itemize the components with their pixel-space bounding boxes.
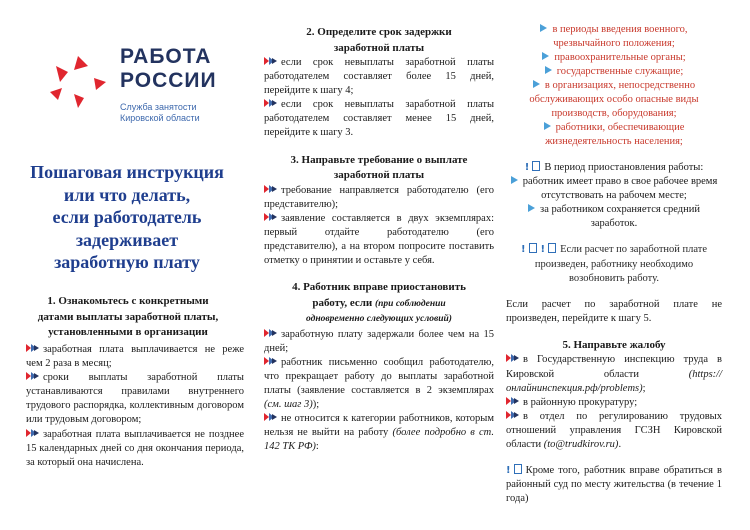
step4-title-bold: работу, если — [312, 296, 373, 309]
list-item — [506, 353, 722, 395]
list-item-text: заработная плата выплачивается не позднее 15 календарных дней со дня окончания периода, за который она начислена. — [26, 428, 244, 468]
main-title-line: если работодатель — [52, 207, 202, 227]
exception-text: правоохранительные органы; — [554, 52, 686, 63]
double-arrow-icon — [506, 354, 519, 362]
logo — [44, 42, 254, 132]
logo-subtitle-line2: Кировской области — [120, 113, 200, 123]
list-item — [506, 396, 722, 410]
triangle-bullet-icon — [542, 52, 549, 60]
logo-subtitle-line1: Служба занятости — [120, 102, 197, 112]
logo-title-line2: РОССИИ — [120, 69, 217, 92]
square-icon — [532, 161, 540, 171]
triangle-bullet-icon — [545, 66, 552, 74]
exception-text: государственные служащие; — [556, 66, 684, 77]
logo-star-icon — [44, 42, 114, 122]
square-icon — [548, 243, 556, 253]
list-item — [506, 410, 722, 452]
exception-item — [506, 65, 722, 79]
step1-list — [26, 343, 244, 470]
list-item-italic: (https://онлайнинспекция.рф/problems) — [506, 368, 722, 394]
exclamation-icon: ! — [520, 244, 526, 256]
column-left — [0, 0, 256, 530]
list-item — [26, 371, 244, 427]
exclamation-icon: ! — [540, 244, 546, 256]
step5-title: 5. Направьте жалобу — [562, 338, 666, 351]
suspension-intro-text: В период приостановления работы: — [544, 162, 704, 173]
main-title-line: заработную плату — [54, 252, 200, 272]
list-item-text: если срок невыплаты заработной платы работодателем составляет менее 15 дней, перейдите к шагу 3. — [264, 99, 494, 139]
step4-title-italic: (при соблюдении — [374, 298, 446, 309]
list-item-text: в Государственную инспекцию труда в Кировской области — [506, 354, 722, 380]
exception-text: в периоды введения военного, чрезвычайного положения; — [552, 24, 688, 49]
main-title — [18, 161, 236, 274]
double-arrow-icon — [264, 213, 277, 221]
step2-list — [264, 56, 494, 141]
exception-item — [506, 121, 722, 149]
suspension-block — [506, 161, 722, 231]
step3-list — [264, 184, 494, 269]
list-item — [264, 56, 494, 98]
list-item-italic: (более подробно в ст. 142 ТК РФ) — [264, 427, 494, 453]
step1-title — [16, 294, 240, 341]
list-item-text: в отдел по регулированию трудовых отношений управления ГСЗН Кировской области — [506, 410, 722, 450]
step4-list — [264, 328, 494, 455]
step1-title-line: установленными в организации — [48, 326, 208, 338]
column-right — [502, 0, 750, 530]
list-item-text: требование направляется работодателю (его представителю); — [264, 184, 494, 210]
square-icon — [529, 243, 537, 253]
double-arrow-icon — [264, 329, 277, 337]
note-paid — [506, 243, 722, 285]
suspension-intro — [506, 161, 722, 175]
step5-list — [506, 353, 722, 452]
list-item-end: . — [618, 439, 622, 450]
step4-title-line — [264, 296, 494, 313]
final-note-text: Кроме того, работник вправе обратиться в районный суд по месту жительства (в течение 1 года) — [506, 465, 722, 505]
suspension-item — [506, 175, 722, 203]
square-icon — [514, 464, 522, 474]
step2-title-line: 2. Определите срок задержки — [306, 26, 452, 38]
list-item-text: если срок невыплаты заработной платы работодателем составляет более 15 дней, перейдите к шагу 4; — [264, 57, 494, 97]
note-paid-text: Если расчет по заработной плате произведен, работнику необходимо возобновить работу. — [534, 244, 708, 284]
step4-title — [264, 280, 494, 328]
triangle-bullet-icon — [544, 122, 551, 130]
exception-item — [506, 51, 722, 65]
list-item-end: : — [315, 441, 319, 453]
main-title-line: задерживает — [75, 229, 179, 250]
triangle-bullet-icon — [511, 176, 518, 184]
double-arrow-icon — [26, 429, 39, 437]
list-item — [264, 184, 494, 212]
step2-title — [264, 25, 494, 56]
exceptions-list — [506, 23, 722, 149]
list-item-text: сроки выплаты заработной платы устанавливаются правилами внутреннего трудового распорядка, коллективным договором или трудовым договором; — [26, 372, 244, 426]
list-item-text: заработную плату задержали более чем на 15 дней; — [264, 328, 494, 354]
list-item-text: не относится к категории работников, которым нельзя не выйти на работу — [264, 413, 494, 439]
exception-item — [506, 79, 722, 121]
column-middle — [256, 0, 502, 530]
list-item — [264, 412, 494, 454]
triangle-bullet-icon — [528, 204, 535, 212]
step2-title-line: заработной платы — [333, 41, 425, 54]
step3-title-line: 3. Направьте требование о выплате — [290, 153, 468, 166]
list-item-italic: (см. шаг 3) — [264, 399, 313, 411]
exception-item — [506, 23, 722, 51]
list-item-end: ; — [642, 382, 646, 394]
double-arrow-icon — [264, 99, 277, 107]
suspension-item-text: работник имеет право в свое рабочее время отсутствовать на рабочем месте; — [522, 176, 718, 202]
list-item — [264, 328, 494, 356]
step1-title-line: 1. Ознакомьтесь с конкретными — [47, 295, 209, 307]
double-arrow-icon — [264, 413, 277, 421]
exclamation-icon: ! — [506, 465, 511, 477]
step3-title — [264, 153, 494, 184]
double-arrow-icon — [264, 185, 277, 193]
step3-title-line: заработной платы — [333, 169, 425, 182]
list-item — [264, 98, 494, 140]
list-item — [26, 343, 244, 371]
list-item — [264, 356, 494, 412]
double-arrow-icon — [26, 372, 39, 380]
main-title-line: Пошаговая инструкция — [30, 162, 224, 182]
double-arrow-icon — [264, 357, 277, 365]
step4-title-italic: одновременно следующих условий) — [306, 314, 452, 325]
final-note — [506, 464, 722, 506]
list-item-text: в районную прокуратуру; — [523, 396, 638, 408]
suspension-item-text: за работником сохраняется средний заработок. — [540, 204, 700, 230]
triangle-bullet-icon — [533, 80, 540, 88]
double-arrow-icon — [26, 344, 39, 352]
logo-title-line1: РАБОТА — [120, 45, 212, 68]
list-item — [264, 212, 494, 268]
list-item-text: работник письменно сообщил работодателю, что прекращает работу до выплаты заработной платы (заявление составляется в 2 экземплярах — [264, 356, 494, 396]
exclamation-icon: ! — [524, 162, 530, 173]
note-unpaid: Если расчет по заработной плате не произведен, перейдите к шагу 5. — [506, 298, 722, 324]
exception-text: работники, обеспечивающие жизнедеятельность населения; — [545, 122, 685, 147]
list-item-end: ); — [312, 399, 320, 411]
suspension-item — [506, 203, 722, 231]
list-item — [26, 428, 244, 470]
list-item-text: заявление составляется в двух экземплярах: первый отдайте работодателю (его представителю), а на втором попросите поставить отметку о принятии и оставьте у себя. — [264, 212, 494, 267]
list-item-italic: (to@trudkirov.ru) — [543, 439, 619, 450]
double-arrow-icon — [506, 397, 519, 405]
exception-text: в организациях, непосредственно обслуживающих особо опасные виды производств, оборудования; — [529, 80, 699, 119]
double-arrow-icon — [506, 411, 519, 419]
triangle-bullet-icon — [540, 24, 547, 32]
step1-title-line: датами выплаты заработной платы, — [37, 310, 219, 323]
double-arrow-icon — [264, 57, 277, 65]
step4-title-line: 4. Работник вправе приостановить — [292, 281, 466, 294]
main-title-line: или что делать, — [63, 184, 191, 205]
list-item-text: заработная плата выплачивается не реже чем 2 раза в месяц; — [26, 344, 244, 370]
